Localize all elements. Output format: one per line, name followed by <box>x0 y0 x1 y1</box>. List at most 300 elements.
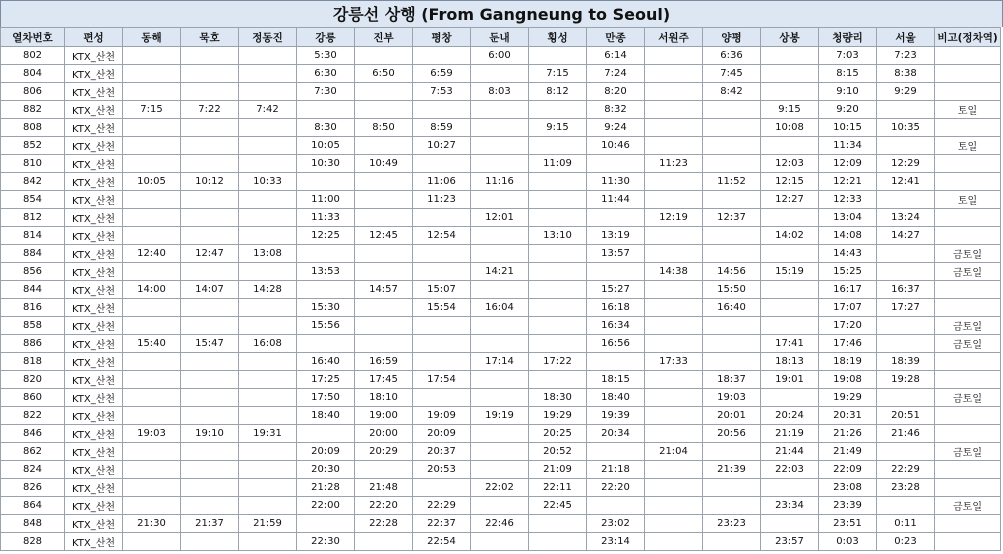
note-cell[interactable] <box>935 209 1001 227</box>
table-cell[interactable]: 7:45 <box>703 65 761 83</box>
table-cell[interactable] <box>529 533 587 551</box>
table-cell[interactable]: 8:30 <box>297 119 355 137</box>
table-cell[interactable] <box>413 155 471 173</box>
table-cell[interactable] <box>239 119 297 137</box>
table-cell[interactable] <box>703 137 761 155</box>
table-cell[interactable]: 20:31 <box>819 407 877 425</box>
table-cell[interactable]: KTX_산천 <box>65 119 123 137</box>
table-cell[interactable] <box>471 389 529 407</box>
table-cell[interactable]: 18:40 <box>297 407 355 425</box>
table-cell[interactable]: 15:27 <box>587 281 645 299</box>
table-cell[interactable]: 21:39 <box>703 461 761 479</box>
table-cell[interactable]: 12:01 <box>471 209 529 227</box>
table-cell[interactable]: 826 <box>1 479 65 497</box>
table-cell[interactable]: 12:54 <box>413 227 471 245</box>
table-cell[interactable]: KTX_산천 <box>65 101 123 119</box>
table-cell[interactable] <box>239 47 297 65</box>
table-cell[interactable]: 842 <box>1 173 65 191</box>
table-cell[interactable] <box>355 461 413 479</box>
table-cell[interactable]: 854 <box>1 191 65 209</box>
note-cell[interactable] <box>935 119 1001 137</box>
table-cell[interactable]: 19:00 <box>355 407 413 425</box>
table-cell[interactable]: 8:32 <box>587 101 645 119</box>
note-cell[interactable]: 금토일 <box>935 317 1001 335</box>
note-cell[interactable] <box>935 281 1001 299</box>
table-cell[interactable] <box>181 47 239 65</box>
note-cell[interactable] <box>935 479 1001 497</box>
table-cell[interactable]: 7:24 <box>587 65 645 83</box>
table-cell[interactable]: 860 <box>1 389 65 407</box>
table-cell[interactable] <box>297 101 355 119</box>
table-cell[interactable]: 17:20 <box>819 317 877 335</box>
table-cell[interactable]: 15:54 <box>413 299 471 317</box>
table-cell[interactable]: 12:41 <box>877 173 935 191</box>
table-cell[interactable] <box>123 389 181 407</box>
table-cell[interactable]: 882 <box>1 101 65 119</box>
table-cell[interactable] <box>703 443 761 461</box>
table-cell[interactable] <box>123 443 181 461</box>
table-cell[interactable]: KTX_산천 <box>65 47 123 65</box>
table-cell[interactable]: KTX_산천 <box>65 407 123 425</box>
table-cell[interactable] <box>181 191 239 209</box>
table-cell[interactable]: 15:30 <box>297 299 355 317</box>
table-cell[interactable]: 864 <box>1 497 65 515</box>
note-cell[interactable] <box>935 515 1001 533</box>
table-cell[interactable] <box>761 209 819 227</box>
table-cell[interactable] <box>471 65 529 83</box>
table-cell[interactable]: KTX_산천 <box>65 317 123 335</box>
table-cell[interactable] <box>123 317 181 335</box>
table-cell[interactable]: 15:56 <box>297 317 355 335</box>
table-cell[interactable] <box>645 461 703 479</box>
table-cell[interactable]: 20:34 <box>587 425 645 443</box>
table-cell[interactable]: 7:42 <box>239 101 297 119</box>
table-cell[interactable]: 22:03 <box>761 461 819 479</box>
table-cell[interactable]: 19:03 <box>123 425 181 443</box>
table-cell[interactable] <box>297 281 355 299</box>
table-cell[interactable] <box>181 371 239 389</box>
table-cell[interactable]: 17:22 <box>529 353 587 371</box>
table-cell[interactable] <box>645 317 703 335</box>
table-cell[interactable]: 20:37 <box>413 443 471 461</box>
table-cell[interactable]: 8:50 <box>355 119 413 137</box>
table-cell[interactable] <box>123 407 181 425</box>
table-cell[interactable]: 11:16 <box>471 173 529 191</box>
table-cell[interactable] <box>529 173 587 191</box>
table-cell[interactable] <box>587 209 645 227</box>
table-cell[interactable] <box>645 47 703 65</box>
table-cell[interactable] <box>123 461 181 479</box>
table-cell[interactable] <box>355 335 413 353</box>
table-cell[interactable]: 14:43 <box>819 245 877 263</box>
table-cell[interactable]: 20:30 <box>297 461 355 479</box>
table-cell[interactable]: KTX_산천 <box>65 191 123 209</box>
table-cell[interactable]: 13:24 <box>877 209 935 227</box>
note-cell[interactable]: 금토일 <box>935 335 1001 353</box>
table-cell[interactable]: 23:02 <box>587 515 645 533</box>
table-cell[interactable]: 23:39 <box>819 497 877 515</box>
table-cell[interactable] <box>239 83 297 101</box>
table-cell[interactable] <box>471 371 529 389</box>
table-cell[interactable]: 17:14 <box>471 353 529 371</box>
table-cell[interactable] <box>297 173 355 191</box>
column-header[interactable]: 편성 <box>65 28 123 47</box>
table-cell[interactable] <box>761 317 819 335</box>
table-cell[interactable]: 12:19 <box>645 209 703 227</box>
table-cell[interactable] <box>239 209 297 227</box>
table-cell[interactable] <box>529 263 587 281</box>
table-cell[interactable]: 804 <box>1 65 65 83</box>
table-cell[interactable]: 7:30 <box>297 83 355 101</box>
table-cell[interactable]: 23:23 <box>703 515 761 533</box>
table-cell[interactable]: 884 <box>1 245 65 263</box>
note-cell[interactable]: 금토일 <box>935 497 1001 515</box>
table-cell[interactable]: 17:54 <box>413 371 471 389</box>
table-cell[interactable] <box>645 335 703 353</box>
table-cell[interactable]: 21:59 <box>239 515 297 533</box>
table-cell[interactable] <box>181 497 239 515</box>
table-cell[interactable] <box>413 47 471 65</box>
table-cell[interactable]: 13:04 <box>819 209 877 227</box>
table-cell[interactable]: 17:25 <box>297 371 355 389</box>
table-cell[interactable]: 20:56 <box>703 425 761 443</box>
table-cell[interactable]: 802 <box>1 47 65 65</box>
table-cell[interactable]: 19:10 <box>181 425 239 443</box>
table-cell[interactable]: 23:57 <box>761 533 819 551</box>
table-cell[interactable]: 23:08 <box>819 479 877 497</box>
table-cell[interactable]: 19:09 <box>413 407 471 425</box>
note-cell[interactable]: 금토일 <box>935 389 1001 407</box>
table-cell[interactable] <box>355 101 413 119</box>
table-cell[interactable]: 13:57 <box>587 245 645 263</box>
table-cell[interactable]: 18:13 <box>761 353 819 371</box>
table-cell[interactable] <box>703 353 761 371</box>
table-cell[interactable]: 18:40 <box>587 389 645 407</box>
table-cell[interactable] <box>181 479 239 497</box>
table-cell[interactable] <box>181 353 239 371</box>
table-cell[interactable]: 20:01 <box>703 407 761 425</box>
table-cell[interactable]: 14:21 <box>471 263 529 281</box>
table-cell[interactable] <box>413 389 471 407</box>
table-cell[interactable]: 14:07 <box>181 281 239 299</box>
table-cell[interactable]: 18:39 <box>877 353 935 371</box>
table-cell[interactable]: 15:50 <box>703 281 761 299</box>
table-cell[interactable] <box>181 227 239 245</box>
table-cell[interactable]: KTX_산천 <box>65 281 123 299</box>
table-cell[interactable] <box>355 209 413 227</box>
table-cell[interactable]: 848 <box>1 515 65 533</box>
note-cell[interactable]: 토일 <box>935 101 1001 119</box>
table-cell[interactable] <box>413 263 471 281</box>
table-cell[interactable] <box>645 191 703 209</box>
table-cell[interactable]: 16:59 <box>355 353 413 371</box>
table-cell[interactable]: 7:23 <box>877 47 935 65</box>
table-cell[interactable]: KTX_산천 <box>65 83 123 101</box>
table-cell[interactable]: 16:40 <box>703 299 761 317</box>
note-cell[interactable] <box>935 155 1001 173</box>
table-cell[interactable]: 16:37 <box>877 281 935 299</box>
table-cell[interactable] <box>877 137 935 155</box>
table-cell[interactable]: 15:47 <box>181 335 239 353</box>
table-cell[interactable]: 14:38 <box>645 263 703 281</box>
table-cell[interactable] <box>297 425 355 443</box>
table-cell[interactable] <box>123 47 181 65</box>
table-cell[interactable] <box>471 245 529 263</box>
table-cell[interactable] <box>703 119 761 137</box>
table-cell[interactable]: 16:18 <box>587 299 645 317</box>
table-cell[interactable]: 6:00 <box>471 47 529 65</box>
table-cell[interactable]: 10:49 <box>355 155 413 173</box>
table-cell[interactable]: 14:02 <box>761 227 819 245</box>
column-header[interactable]: 둔내 <box>471 28 529 47</box>
table-cell[interactable] <box>181 209 239 227</box>
table-cell[interactable]: 22:54 <box>413 533 471 551</box>
table-cell[interactable]: 8:20 <box>587 83 645 101</box>
table-cell[interactable]: 20:53 <box>413 461 471 479</box>
table-cell[interactable]: 22:00 <box>297 497 355 515</box>
table-cell[interactable] <box>123 191 181 209</box>
table-cell[interactable] <box>123 65 181 83</box>
table-cell[interactable]: 19:31 <box>239 425 297 443</box>
table-cell[interactable]: 21:48 <box>355 479 413 497</box>
table-cell[interactable]: 22:09 <box>819 461 877 479</box>
table-cell[interactable]: 17:07 <box>819 299 877 317</box>
table-cell[interactable] <box>471 317 529 335</box>
table-cell[interactable]: 22:46 <box>471 515 529 533</box>
table-cell[interactable] <box>239 263 297 281</box>
table-cell[interactable] <box>471 155 529 173</box>
table-cell[interactable]: 8:12 <box>529 83 587 101</box>
table-cell[interactable]: 19:08 <box>819 371 877 389</box>
table-cell[interactable] <box>181 407 239 425</box>
table-cell[interactable]: 21:19 <box>761 425 819 443</box>
table-cell[interactable] <box>877 101 935 119</box>
table-cell[interactable]: 21:37 <box>181 515 239 533</box>
table-cell[interactable]: 15:07 <box>413 281 471 299</box>
table-cell[interactable]: 11:33 <box>297 209 355 227</box>
table-cell[interactable] <box>123 119 181 137</box>
table-cell[interactable]: 18:30 <box>529 389 587 407</box>
note-cell[interactable] <box>935 407 1001 425</box>
table-cell[interactable]: 8:59 <box>413 119 471 137</box>
table-cell[interactable] <box>123 479 181 497</box>
table-cell[interactable] <box>471 281 529 299</box>
note-cell[interactable] <box>935 533 1001 551</box>
table-cell[interactable]: KTX_산천 <box>65 227 123 245</box>
table-cell[interactable] <box>355 137 413 155</box>
table-cell[interactable] <box>703 497 761 515</box>
table-cell[interactable] <box>181 533 239 551</box>
table-cell[interactable] <box>181 461 239 479</box>
table-cell[interactable]: 16:04 <box>471 299 529 317</box>
table-cell[interactable] <box>355 533 413 551</box>
table-cell[interactable]: 22:45 <box>529 497 587 515</box>
table-cell[interactable]: KTX_산천 <box>65 461 123 479</box>
table-cell[interactable] <box>123 263 181 281</box>
table-cell[interactable]: 15:40 <box>123 335 181 353</box>
table-cell[interactable]: KTX_산천 <box>65 137 123 155</box>
column-header[interactable]: 양평 <box>703 28 761 47</box>
table-cell[interactable]: KTX_산천 <box>65 443 123 461</box>
table-cell[interactable] <box>645 281 703 299</box>
column-header[interactable]: 진부 <box>355 28 413 47</box>
table-cell[interactable] <box>123 533 181 551</box>
table-cell[interactable]: 16:40 <box>297 353 355 371</box>
table-cell[interactable]: 12:40 <box>123 245 181 263</box>
table-cell[interactable]: KTX_산천 <box>65 209 123 227</box>
table-cell[interactable]: 844 <box>1 281 65 299</box>
table-cell[interactable]: 0:03 <box>819 533 877 551</box>
table-cell[interactable]: 14:28 <box>239 281 297 299</box>
table-cell[interactable]: 10:08 <box>761 119 819 137</box>
table-cell[interactable] <box>529 47 587 65</box>
table-cell[interactable]: 856 <box>1 263 65 281</box>
table-cell[interactable]: 22:11 <box>529 479 587 497</box>
table-cell[interactable] <box>123 137 181 155</box>
column-header[interactable]: 서울 <box>877 28 935 47</box>
note-cell[interactable] <box>935 371 1001 389</box>
table-cell[interactable]: 18:19 <box>819 353 877 371</box>
table-cell[interactable]: KTX_산천 <box>65 371 123 389</box>
table-cell[interactable]: KTX_산천 <box>65 263 123 281</box>
table-cell[interactable] <box>471 533 529 551</box>
table-cell[interactable]: 16:56 <box>587 335 645 353</box>
table-cell[interactable]: KTX_산천 <box>65 425 123 443</box>
table-cell[interactable]: 10:46 <box>587 137 645 155</box>
table-cell[interactable]: 806 <box>1 83 65 101</box>
table-cell[interactable]: 8:42 <box>703 83 761 101</box>
table-cell[interactable]: 12:33 <box>819 191 877 209</box>
table-cell[interactable]: 12:25 <box>297 227 355 245</box>
column-header[interactable]: 평창 <box>413 28 471 47</box>
note-cell[interactable]: 금토일 <box>935 443 1001 461</box>
table-cell[interactable]: 10:30 <box>297 155 355 173</box>
table-cell[interactable]: KTX_산천 <box>65 173 123 191</box>
table-cell[interactable] <box>413 479 471 497</box>
table-cell[interactable]: 858 <box>1 317 65 335</box>
table-cell[interactable]: 828 <box>1 533 65 551</box>
note-cell[interactable] <box>935 425 1001 443</box>
table-cell[interactable] <box>703 245 761 263</box>
table-cell[interactable] <box>645 407 703 425</box>
table-cell[interactable] <box>529 515 587 533</box>
table-cell[interactable]: 12:03 <box>761 155 819 173</box>
table-cell[interactable]: 21:28 <box>297 479 355 497</box>
table-cell[interactable]: 22:37 <box>413 515 471 533</box>
table-cell[interactable]: 23:34 <box>761 497 819 515</box>
table-cell[interactable]: 20:52 <box>529 443 587 461</box>
column-header[interactable]: 상봉 <box>761 28 819 47</box>
table-cell[interactable] <box>471 227 529 245</box>
table-cell[interactable]: 818 <box>1 353 65 371</box>
table-cell[interactable]: 22:28 <box>355 515 413 533</box>
table-cell[interactable]: 10:35 <box>877 119 935 137</box>
table-cell[interactable]: 21:44 <box>761 443 819 461</box>
table-cell[interactable]: KTX_산천 <box>65 533 123 551</box>
table-cell[interactable] <box>471 191 529 209</box>
column-header[interactable]: 묵호 <box>181 28 239 47</box>
table-cell[interactable] <box>761 389 819 407</box>
table-cell[interactable]: 21:49 <box>819 443 877 461</box>
table-cell[interactable]: 7:15 <box>123 101 181 119</box>
table-cell[interactable] <box>761 479 819 497</box>
table-cell[interactable]: 12:21 <box>819 173 877 191</box>
table-cell[interactable] <box>471 335 529 353</box>
note-cell[interactable] <box>935 65 1001 83</box>
table-cell[interactable] <box>587 353 645 371</box>
table-cell[interactable]: 19:19 <box>471 407 529 425</box>
table-cell[interactable] <box>123 371 181 389</box>
table-cell[interactable] <box>355 245 413 263</box>
table-cell[interactable]: 20:00 <box>355 425 413 443</box>
table-cell[interactable] <box>645 137 703 155</box>
table-cell[interactable] <box>587 155 645 173</box>
table-cell[interactable] <box>239 299 297 317</box>
table-cell[interactable] <box>239 137 297 155</box>
table-cell[interactable] <box>355 263 413 281</box>
table-cell[interactable]: 22:20 <box>587 479 645 497</box>
table-cell[interactable]: 21:30 <box>123 515 181 533</box>
table-cell[interactable] <box>645 515 703 533</box>
table-cell[interactable] <box>703 479 761 497</box>
table-cell[interactable] <box>529 335 587 353</box>
column-header[interactable]: 강릉 <box>297 28 355 47</box>
table-cell[interactable]: 10:27 <box>413 137 471 155</box>
table-cell[interactable] <box>529 209 587 227</box>
table-cell[interactable] <box>877 443 935 461</box>
table-cell[interactable] <box>413 335 471 353</box>
table-cell[interactable]: 10:15 <box>819 119 877 137</box>
table-cell[interactable] <box>645 119 703 137</box>
table-cell[interactable]: 21:04 <box>645 443 703 461</box>
table-cell[interactable]: 23:14 <box>587 533 645 551</box>
table-cell[interactable] <box>877 389 935 407</box>
note-cell[interactable]: 토일 <box>935 137 1001 155</box>
table-cell[interactable] <box>471 119 529 137</box>
table-cell[interactable]: 17:45 <box>355 371 413 389</box>
column-header[interactable]: 횡성 <box>529 28 587 47</box>
table-cell[interactable] <box>123 497 181 515</box>
table-cell[interactable]: 21:18 <box>587 461 645 479</box>
table-cell[interactable] <box>703 317 761 335</box>
table-cell[interactable] <box>645 65 703 83</box>
table-cell[interactable]: 14:27 <box>877 227 935 245</box>
table-cell[interactable] <box>413 245 471 263</box>
table-cell[interactable] <box>645 173 703 191</box>
column-header[interactable]: 서원주 <box>645 28 703 47</box>
table-cell[interactable] <box>645 101 703 119</box>
table-cell[interactable] <box>703 533 761 551</box>
table-cell[interactable]: 14:57 <box>355 281 413 299</box>
table-cell[interactable] <box>471 425 529 443</box>
table-cell[interactable]: 0:23 <box>877 533 935 551</box>
table-cell[interactable]: 9:10 <box>819 83 877 101</box>
table-cell[interactable]: 7:22 <box>181 101 239 119</box>
table-cell[interactable]: 17:46 <box>819 335 877 353</box>
table-cell[interactable] <box>355 317 413 335</box>
table-cell[interactable] <box>239 65 297 83</box>
table-cell[interactable] <box>587 443 645 461</box>
table-cell[interactable] <box>471 461 529 479</box>
table-cell[interactable]: 12:37 <box>703 209 761 227</box>
table-cell[interactable]: KTX_산천 <box>65 353 123 371</box>
table-cell[interactable] <box>645 227 703 245</box>
table-cell[interactable] <box>181 317 239 335</box>
table-cell[interactable]: 21:09 <box>529 461 587 479</box>
table-cell[interactable]: 11:00 <box>297 191 355 209</box>
table-cell[interactable] <box>413 101 471 119</box>
table-cell[interactable] <box>181 119 239 137</box>
